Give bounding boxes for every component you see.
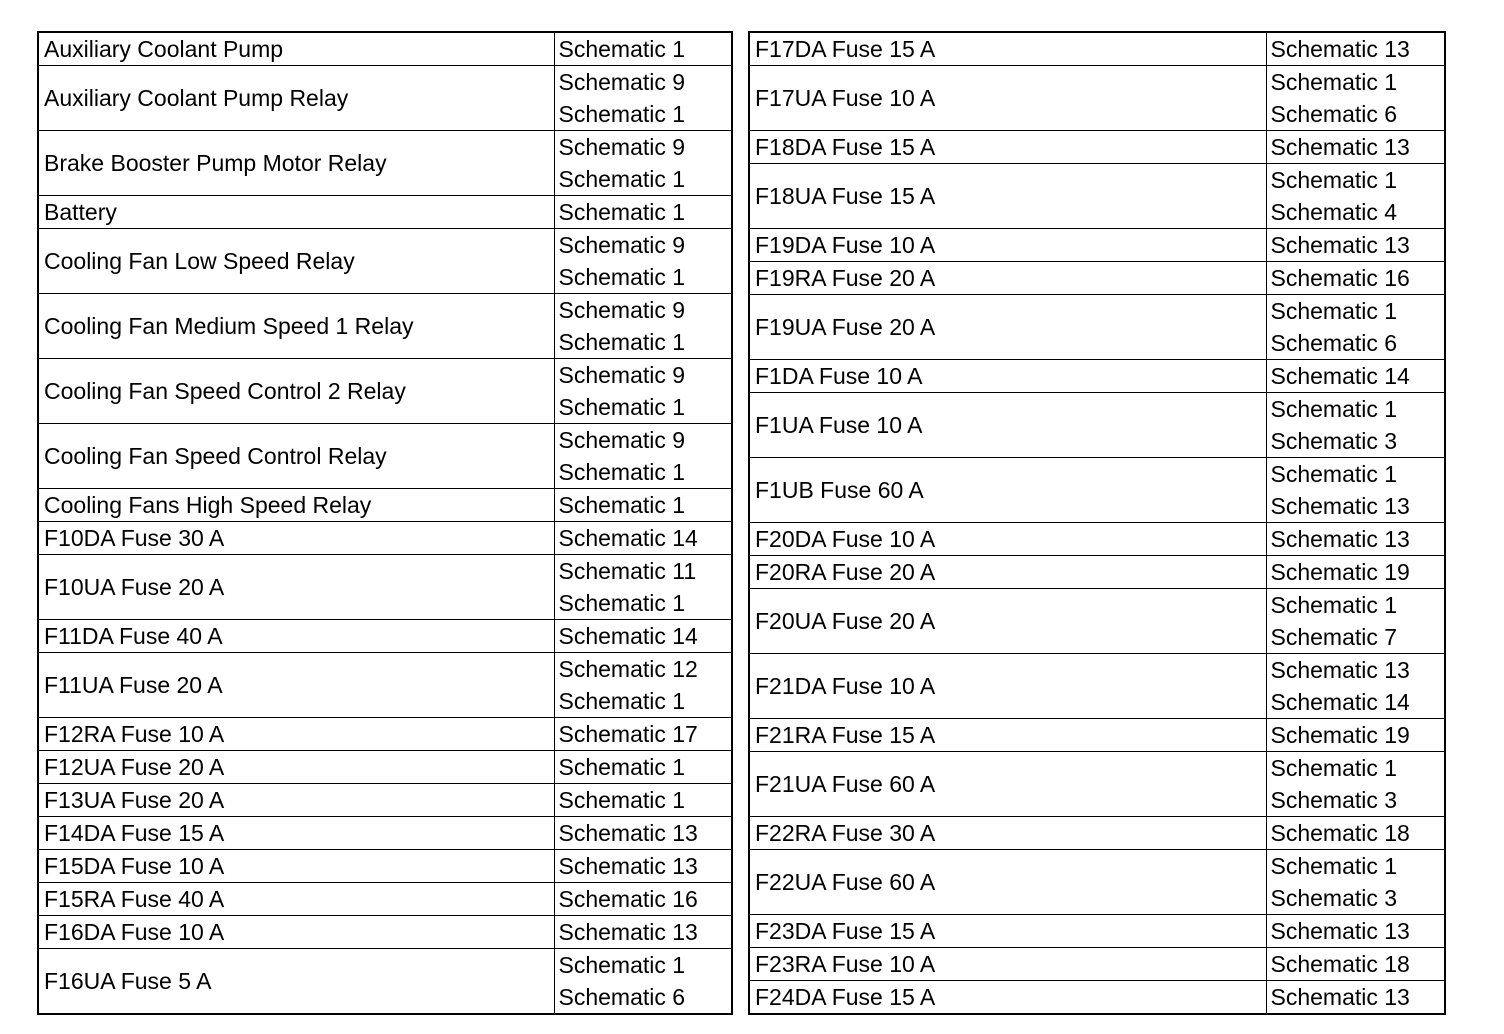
schematic-ref: Schematic 19 (1270, 559, 1410, 585)
component-name-cell: F23RA Fuse 10 A (749, 948, 1266, 981)
schematic-ref-cell (1266, 229, 1445, 262)
schematic-ref: Schematic 9 (558, 297, 686, 323)
schematic-ref-cell (554, 949, 732, 1015)
table-row (38, 883, 732, 916)
schematic-ref-cell (554, 131, 732, 196)
component-name-cell: F12RA Fuse 10 A (38, 718, 554, 751)
schematic-ref-cell (1266, 850, 1445, 915)
schematic-ref-cell (554, 196, 732, 229)
schematic-ref: Schematic 7 (1270, 624, 1398, 650)
schematic-ref: Schematic 4 (1270, 199, 1398, 225)
table-row (38, 718, 732, 751)
table-row (749, 915, 1445, 948)
schematic-ref-cell (1266, 523, 1445, 556)
component-name-cell: F19RA Fuse 20 A (749, 262, 1266, 295)
schematic-ref: Schematic 1 (558, 329, 686, 355)
table-row (38, 751, 732, 784)
schematic-ref-cell (1266, 393, 1445, 458)
table-row (38, 949, 732, 1015)
schematic-ref-cell (1266, 295, 1445, 360)
schematic-ref: Schematic 13 (558, 919, 698, 945)
component-name-cell: F12UA Fuse 20 A (38, 751, 554, 784)
schematic-ref: Schematic 1 (1270, 461, 1398, 487)
schematic-ref-cell (1266, 131, 1445, 164)
schematic-ref: Schematic 1 (558, 787, 686, 813)
schematic-ref: Schematic 1 (558, 459, 686, 485)
component-name-cell: F15DA Fuse 10 A (38, 850, 554, 883)
schematic-ref: Schematic 6 (1270, 101, 1398, 127)
component-name-cell: Brake Booster Pump Motor Relay (38, 131, 554, 196)
table-row (38, 817, 732, 850)
table-row (749, 752, 1445, 817)
schematic-ref: Schematic 14 (558, 623, 698, 649)
component-name-cell: F11DA Fuse 40 A (38, 620, 554, 653)
table-row (38, 66, 732, 131)
schematic-ref-cell (554, 916, 732, 949)
schematic-ref: Schematic 1 (558, 166, 686, 192)
schematic-ref: Schematic 16 (1270, 265, 1410, 291)
table-row (38, 522, 732, 555)
component-name-cell: Battery (38, 196, 554, 229)
component-name-cell: F19DA Fuse 10 A (749, 229, 1266, 262)
table-row (749, 523, 1445, 556)
component-name-cell: Cooling Fan Speed Control 2 Relay (38, 359, 554, 424)
schematic-ref: Schematic 1 (558, 394, 686, 420)
table-row (749, 393, 1445, 458)
component-name-cell: F19UA Fuse 20 A (749, 295, 1266, 360)
schematic-ref: Schematic 1 (558, 952, 686, 978)
schematic-ref: Schematic 3 (1270, 885, 1398, 911)
schematic-ref: Schematic 13 (1270, 526, 1410, 552)
schematic-ref: Schematic 9 (558, 134, 686, 160)
component-name-cell: F22RA Fuse 30 A (749, 817, 1266, 850)
component-name-cell: F23DA Fuse 15 A (749, 915, 1266, 948)
component-name-cell: Cooling Fan Medium Speed 1 Relay (38, 294, 554, 359)
table-row (38, 196, 732, 229)
table-row (749, 164, 1445, 229)
schematic-ref-cell (1266, 262, 1445, 295)
schematic-ref-cell (554, 489, 732, 522)
schematic-ref: Schematic 13 (1270, 493, 1410, 519)
table-row (749, 295, 1445, 360)
schematic-ref: Schematic 1 (558, 492, 686, 518)
schematic-ref-cell (554, 653, 732, 718)
schematic-ref-cell (1266, 981, 1445, 1015)
schematic-ref: Schematic 1 (558, 754, 686, 780)
component-name-cell: F20UA Fuse 20 A (749, 589, 1266, 654)
schematic-ref-cell (1266, 752, 1445, 817)
schematic-ref-cell (554, 555, 732, 620)
component-index-table-left (37, 31, 733, 1015)
component-name-cell: F10UA Fuse 20 A (38, 555, 554, 620)
component-name-cell: F17UA Fuse 10 A (749, 66, 1266, 131)
table-row (749, 981, 1445, 1015)
schematic-ref-cell (554, 883, 732, 916)
table-row (38, 850, 732, 883)
schematic-ref-cell (1266, 164, 1445, 229)
component-name-cell: Auxiliary Coolant Pump (38, 32, 554, 66)
schematic-ref-cell (1266, 458, 1445, 523)
schematic-ref: Schematic 14 (558, 525, 698, 551)
table-row (38, 294, 732, 359)
schematic-ref: Schematic 12 (558, 656, 698, 682)
component-name-cell: Auxiliary Coolant Pump Relay (38, 66, 554, 131)
schematic-ref: Schematic 1 (558, 101, 686, 127)
component-name-cell: F24DA Fuse 15 A (749, 981, 1266, 1015)
schematic-ref: Schematic 13 (558, 853, 698, 879)
component-name-cell: F20RA Fuse 20 A (749, 556, 1266, 589)
schematic-ref: Schematic 18 (1270, 820, 1410, 846)
schematic-ref-cell (1266, 948, 1445, 981)
schematic-ref: Schematic 13 (1270, 36, 1410, 62)
component-name-cell: F16DA Fuse 10 A (38, 916, 554, 949)
schematic-ref-cell (554, 359, 732, 424)
schematic-ref-cell (554, 522, 732, 555)
schematic-ref-cell (554, 66, 732, 131)
schematic-ref: Schematic 1 (1270, 592, 1398, 618)
table-row (749, 131, 1445, 164)
schematic-ref-cell (1266, 654, 1445, 719)
schematic-ref: Schematic 1 (1270, 755, 1398, 781)
schematic-ref: Schematic 14 (1270, 363, 1410, 389)
component-name-cell: F17DA Fuse 15 A (749, 32, 1266, 66)
schematic-ref: Schematic 1 (558, 36, 686, 62)
component-name-cell: F1DA Fuse 10 A (749, 360, 1266, 393)
component-name-cell: Cooling Fan Speed Control Relay (38, 424, 554, 489)
schematic-ref: Schematic 14 (1270, 689, 1410, 715)
table-row (38, 424, 732, 489)
schematic-ref-cell (554, 784, 732, 817)
schematic-ref: Schematic 13 (1270, 657, 1410, 683)
schematic-ref: Schematic 1 (1270, 167, 1398, 193)
component-name-cell: F11UA Fuse 20 A (38, 653, 554, 718)
schematic-ref-cell (554, 718, 732, 751)
schematic-ref-cell (554, 294, 732, 359)
schematic-ref: Schematic 9 (558, 69, 686, 95)
schematic-ref: Schematic 13 (1270, 232, 1410, 258)
component-name-cell: F13UA Fuse 20 A (38, 784, 554, 817)
table-row (749, 719, 1445, 752)
schematic-ref: Schematic 1 (1270, 69, 1398, 95)
table-row (749, 360, 1445, 393)
schematic-ref: Schematic 18 (1270, 951, 1410, 977)
schematic-ref: Schematic 1 (1270, 853, 1398, 879)
schematic-ref-cell (554, 620, 732, 653)
table-row (38, 131, 732, 196)
schematic-ref: Schematic 13 (1270, 134, 1410, 160)
schematic-ref: Schematic 1 (1270, 298, 1398, 324)
schematic-ref-cell (554, 850, 732, 883)
component-name-cell: F16UA Fuse 5 A (38, 949, 554, 1015)
schematic-ref: Schematic 9 (558, 232, 686, 258)
schematic-ref-cell (1266, 556, 1445, 589)
schematic-ref: Schematic 6 (1270, 330, 1398, 356)
table-row (38, 653, 732, 718)
schematic-ref: Schematic 1 (1270, 396, 1398, 422)
schematic-ref-cell (554, 751, 732, 784)
component-name-cell: Cooling Fans High Speed Relay (38, 489, 554, 522)
table-row (749, 229, 1445, 262)
schematic-ref-cell (1266, 817, 1445, 850)
table-row (749, 850, 1445, 915)
component-name-cell: F21DA Fuse 10 A (749, 654, 1266, 719)
table-row (749, 32, 1445, 66)
table-row (38, 359, 732, 424)
table-row (749, 66, 1445, 131)
schematic-ref: Schematic 19 (1270, 722, 1410, 748)
component-index-table-right (748, 31, 1446, 1015)
component-name-cell: F10DA Fuse 30 A (38, 522, 554, 555)
table-row (749, 654, 1445, 719)
component-name-cell: F20DA Fuse 10 A (749, 523, 1266, 556)
schematic-ref: Schematic 9 (558, 427, 686, 453)
component-name-cell: F1UB Fuse 60 A (749, 458, 1266, 523)
table-row (749, 589, 1445, 654)
schematic-ref: Schematic 1 (558, 264, 686, 290)
table-row (749, 556, 1445, 589)
component-name-cell: F21RA Fuse 15 A (749, 719, 1266, 752)
schematic-ref-cell (554, 817, 732, 850)
schematic-ref-cell (554, 229, 732, 294)
schematic-ref: Schematic 16 (558, 886, 698, 912)
table-row (749, 817, 1445, 850)
component-name-cell: Cooling Fan Low Speed Relay (38, 229, 554, 294)
table-row (38, 916, 732, 949)
schematic-ref: Schematic 1 (558, 199, 686, 225)
component-name-cell: F1UA Fuse 10 A (749, 393, 1266, 458)
table-row (749, 948, 1445, 981)
schematic-ref-cell (1266, 66, 1445, 131)
schematic-ref: Schematic 3 (1270, 428, 1398, 454)
schematic-ref: Schematic 13 (558, 820, 698, 846)
schematic-ref-cell (554, 424, 732, 489)
schematic-ref: Schematic 1 (558, 590, 686, 616)
schematic-ref: Schematic 13 (1270, 984, 1410, 1010)
schematic-ref-cell (1266, 915, 1445, 948)
component-name-cell: F18DA Fuse 15 A (749, 131, 1266, 164)
table-row (38, 620, 732, 653)
schematic-ref: Schematic 3 (1270, 787, 1398, 813)
schematic-ref-cell (1266, 32, 1445, 66)
table-row (38, 32, 732, 66)
schematic-ref-cell (1266, 589, 1445, 654)
schematic-ref: Schematic 11 (558, 558, 697, 584)
table-row (38, 555, 732, 620)
schematic-ref: Schematic 9 (558, 362, 686, 388)
schematic-ref: Schematic 17 (558, 721, 698, 747)
schematic-ref-cell (1266, 719, 1445, 752)
schematic-ref-cell (554, 32, 732, 66)
table-row (749, 262, 1445, 295)
table-row (38, 784, 732, 817)
table-row (749, 458, 1445, 523)
schematic-ref-cell (1266, 360, 1445, 393)
table-row (38, 229, 732, 294)
schematic-ref: Schematic 1 (558, 688, 686, 714)
table-row (38, 489, 732, 522)
component-name-cell: F14DA Fuse 15 A (38, 817, 554, 850)
component-name-cell: F21UA Fuse 60 A (749, 752, 1266, 817)
component-name-cell: F18UA Fuse 15 A (749, 164, 1266, 229)
schematic-ref: Schematic 6 (558, 984, 686, 1010)
schematic-ref: Schematic 13 (1270, 918, 1410, 944)
component-name-cell: F22UA Fuse 60 A (749, 850, 1266, 915)
component-name-cell: F15RA Fuse 40 A (38, 883, 554, 916)
